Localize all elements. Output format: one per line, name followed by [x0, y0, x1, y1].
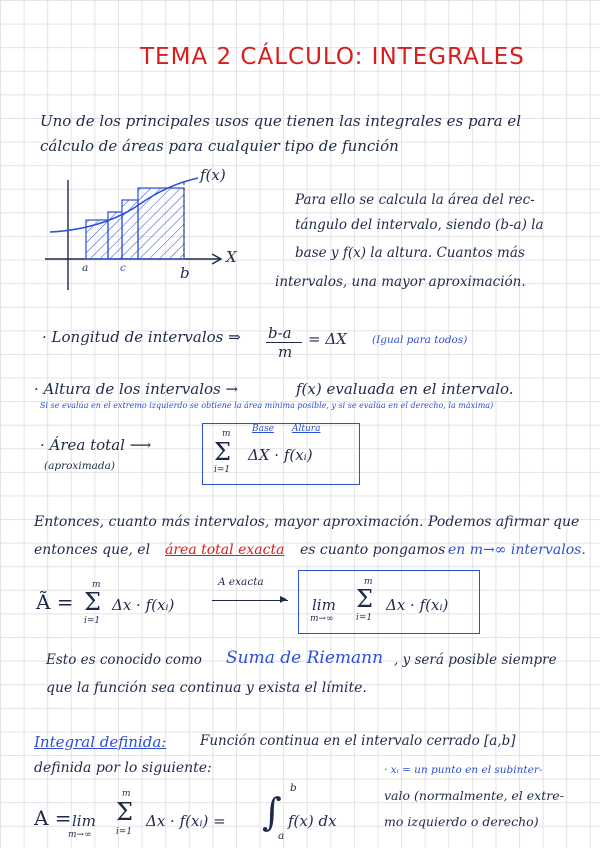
definite-eq-lhs: A = [34, 806, 72, 830]
definite-int-top: b [290, 782, 297, 794]
riemann-graph [40, 160, 270, 295]
formula-arrow-icon: ▸ [280, 591, 288, 607]
graph-text-4: intervalos, una mayor aproximación. [275, 274, 526, 290]
intro-line-2: cálculo de áreas para cualquier tipo de función [40, 137, 399, 155]
graph-text-3: base y f(x) la altura. Cuantos más [295, 245, 525, 261]
definite-lim-sub: m→∞ [68, 830, 92, 840]
length-note: (Igual para todos) [372, 334, 468, 346]
area-label: · Área total ⟶ [40, 436, 152, 454]
then-exact-area: área total exacta [165, 542, 285, 558]
formula-sum-top: m [92, 580, 101, 590]
formula-sum-bottom: i=1 [84, 616, 101, 626]
graph-text-1: Para ello se calcula la área del rec- [295, 192, 535, 208]
integral-sign-icon: ∫ [262, 790, 282, 834]
then-line-1: Entonces, cuanto más intervalos, mayor aproximación. Podemos afirmar que [34, 514, 580, 530]
definite-note-1: · xᵢ = un punto en el subinter- [384, 764, 543, 776]
formula-lhs: Ã = [36, 590, 74, 614]
area-altura-label: Altura [292, 424, 321, 434]
height-label: · Altura de los intervalos → [34, 380, 239, 398]
area-sum-bottom: i=1 [214, 465, 231, 475]
area-sum-top: m [222, 429, 231, 439]
graph-text-2: tángulo del intervalo, siendo (b-a) la [295, 217, 544, 233]
formula-lim: lim [312, 596, 336, 614]
definite-expr: Δx · f(xᵢ) = [146, 812, 226, 830]
formula-box-sigma-icon: Σ [356, 585, 373, 613]
riemann-rect-4 [138, 188, 184, 259]
riemann-line-1a: Esto es conocido como [46, 652, 202, 668]
definite-label: Integral definida: [34, 733, 167, 751]
formula-arrow-label: A exacta [218, 576, 264, 588]
graph-c-label: c [120, 262, 126, 274]
formula-lim-sub: m→∞ [310, 614, 334, 624]
area-expr: ΔX · f(xᵢ) [248, 446, 313, 464]
definite-note-3: mo izquierdo o derecho) [384, 814, 539, 829]
formula-arrow-line [212, 600, 288, 601]
definite-line-1: Función continua en el intervalo cerrado [a,b] [200, 733, 516, 749]
height-note: Si se evalúa en el extremo izquierdo se obtiene la área mínima posible, y si se evalúa en el derecho, la máxima) [40, 401, 494, 410]
then-line-2b: es cuanto pongamos [300, 542, 446, 558]
length-denominator: m [278, 343, 293, 361]
formula-sigma-icon: Σ [84, 588, 101, 616]
sum-sigma-icon: Σ [214, 438, 231, 466]
formula-box-sum-bottom: i=1 [356, 613, 373, 623]
riemann-rect-2 [108, 212, 122, 259]
definite-sigma-icon: Σ [116, 798, 133, 826]
graph-a-label: a [82, 262, 89, 274]
definite-note-2: valo (normalmente, el extre- [384, 788, 564, 803]
page-title: TEMA 2 CÁLCULO: INTEGRALES [140, 44, 525, 70]
intro-line-1: Uno de los principales usos que tienen las integrales es para el [40, 112, 522, 130]
graph-b-label: b [180, 264, 190, 282]
definite-int-bottom: a [278, 830, 285, 842]
graph-x-label: X [226, 248, 237, 266]
height-value: f(x) evaluada en el intervalo. [296, 380, 514, 398]
area-base-label: Base [252, 424, 274, 434]
riemann-line-1b: , y será posible siempre [394, 652, 557, 668]
area-sub: (aproximada) [44, 460, 115, 472]
then-infinite: en m→∞ intervalos. [448, 542, 586, 558]
formula-expr: Δx · f(xᵢ) [112, 596, 175, 614]
riemann-line-2: que la función sea continua y exista el límite. [46, 680, 367, 696]
definite-line-2: definida por lo siguiente: [34, 760, 212, 776]
riemann-name: Suma de Riemann [226, 648, 384, 668]
definite-sum-top: m [122, 789, 131, 799]
length-label: · Longitud de intervalos ⇒ [42, 328, 241, 346]
definite-sum-bottom: i=1 [116, 827, 133, 837]
graph-func-label: f(x) [200, 166, 226, 184]
length-equals: = ΔX [308, 330, 347, 348]
formula-box-sum-top: m [364, 577, 373, 587]
then-line-2a: entonces que, el [34, 542, 151, 558]
definite-integrand: f(x) dx [288, 812, 337, 830]
riemann-rect-3 [122, 200, 138, 259]
length-numerator: b-a [268, 324, 292, 342]
formula-box-expr: Δx · f(xᵢ) [386, 596, 449, 614]
definite-lim: lim [72, 812, 96, 830]
